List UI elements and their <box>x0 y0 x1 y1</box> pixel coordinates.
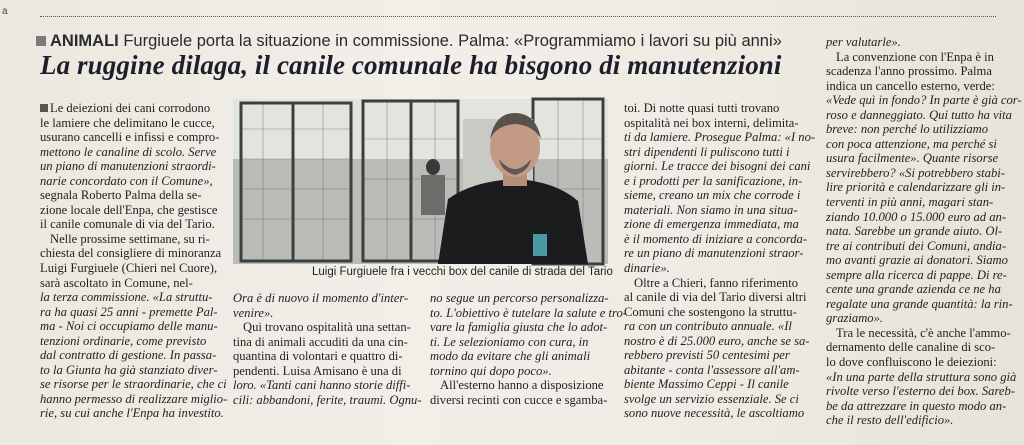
article-line: Luigi Furgiuele (Chieri nel Cuore), <box>40 261 218 276</box>
article-line: tina di animali accuditi da una cin- <box>233 334 408 349</box>
article-line: Tra le necessità, c'è anche l'ammo- <box>836 325 1011 340</box>
article-line: mo avanti grazie ai donatori. Siamo <box>826 253 1008 268</box>
article-line: dernamento delle canaline di sco- <box>826 340 996 355</box>
article-line: è il momento di iniziare a concorda- <box>624 231 808 246</box>
article-line: Qui trovano ospitalità una settan- <box>243 320 411 335</box>
article-line: tre ai contributi dei Comuni, andia- <box>826 238 1007 253</box>
article-line: biente Massimo Ceppi - Il canile <box>624 377 789 392</box>
article-column-2 <box>233 291 422 411</box>
article-line: dal contratto di gestione. In passa- <box>40 348 217 363</box>
article-line: toi. Di notte quasi tutti trovano <box>624 101 780 115</box>
article-line: ti da lamiere. Prosegue Palma: «I no- <box>624 130 816 145</box>
article-line: quantina di volontari e quattro di- <box>233 349 403 364</box>
article-line: dinarie». <box>624 261 670 276</box>
article-line: usurano cancelli e infissi e compro- <box>40 130 220 145</box>
article-line: Oltre a Chieri, fanno riferimento <box>634 275 799 290</box>
article-line: cili: abbandoni, ferite, traumi. Ognu- <box>233 392 422 407</box>
article-line: La convenzione con l'Enpa è in <box>836 49 994 64</box>
article-line: abitante - conta l'assessore all'am- <box>624 362 800 377</box>
article-line: roso e danneggiato. Qui tutto ha vita <box>826 107 1012 122</box>
article-line: breve: non perché lo utilizziamo <box>826 122 989 137</box>
kicker <box>36 32 782 51</box>
article-line: rebbero previsti 50 centesimi per <box>624 348 790 363</box>
article-line: sieme, creano un mix che corrode i <box>624 188 801 203</box>
article-line: lo dove confluiscono le deiezioni: <box>826 355 997 370</box>
article-line: sono nuove necessità, le ascoltiamo <box>624 406 805 421</box>
article-line: rie, su cui anche l'Enpa ha investito. <box>40 406 224 421</box>
article-line: e i prodotti per la sanificazione, in- <box>624 173 803 188</box>
article-line: per valutarle». <box>826 35 901 49</box>
article-line: sarà ascoltato in Comune, nel- <box>40 275 193 290</box>
article-line: la terza commissione. «La struttu- <box>40 290 213 305</box>
article-line: chiesta del consigliere di minoranza <box>40 246 222 261</box>
article-line: venire». <box>233 305 274 320</box>
article-line: lire priorità e calendarizzare gli in- <box>826 180 1006 195</box>
article-line: hanno permesso di realizzare miglio- <box>40 391 228 406</box>
section-square-icon <box>36 36 46 46</box>
article-line: ra ha quasi 25 anni - premette Pal- <box>40 304 218 319</box>
article-line: indica un cancello esterno, verde: <box>826 78 995 93</box>
article-line: Le deiezioni dei cani corrodono <box>40 101 213 116</box>
article-line: il canile comunale di via del Tario. <box>40 217 215 232</box>
article-line: scadenza l'anno prossimo. Palma <box>826 64 992 79</box>
article-line: ziando 10.000 o 15.000 euro ad an- <box>826 209 1007 224</box>
article-line: stri dipendenti li puliscono tutti i <box>624 144 790 159</box>
article-line: svolge un servizio essenziale. Se ci <box>624 391 799 406</box>
article-line: tornino qui dopo poco». <box>430 363 552 378</box>
article-column-1 <box>40 101 228 421</box>
article-line: ospitalità nei box interni, delimita- <box>624 115 799 130</box>
article-photo <box>233 99 608 264</box>
article-line: Nelle prossime settimane, su ri- <box>50 231 210 246</box>
article-line: rivolte verso l'esterno dei box. Sareb- <box>826 384 1015 399</box>
article-line: Ora è di nuovo il momento d'inter- <box>233 291 409 305</box>
article-line: un piano di manutenzioni straordi- <box>40 159 216 174</box>
article-line: con poca attenzione, ma perché si <box>826 136 997 151</box>
article-line: se risorse per le straordinarie, che ci <box>40 377 227 392</box>
article-line: al canile di via del Tario diversi altri <box>624 290 807 305</box>
article-line: loro. «Tanti cani hanno storie diffi- <box>233 378 411 393</box>
article-line: All'esterno hanno a disposizione <box>440 378 604 393</box>
article-line: diversi recinti con cucce e sgamba- <box>430 392 608 407</box>
article-line: regalate una grande quantità: la rin- <box>826 296 1013 311</box>
article-line: usura facilmente». Quante risorse <box>826 151 999 166</box>
article-line: terventi in più anni, magari stan- <box>826 195 994 210</box>
article-line: cente una grande azienda ce ne ha <box>826 282 1001 297</box>
article-line: «Vede quì in fondo? In parte è già cor- <box>826 93 1022 108</box>
article-line: re un piano di manutenzioni straor- <box>624 246 804 261</box>
photo-caption: Luigi Furgiuele fra i vecchi box del canile di strada del Tario <box>312 266 613 278</box>
article-line: segnala Roberto Palma della se- <box>40 188 202 203</box>
article-line: che il resto dell'edificio». <box>826 413 954 428</box>
article-line: sempre alla ricerca di pappe. Di re- <box>826 267 1007 282</box>
article-line: giorni. Le tracce dei bisogni dei cani <box>624 159 811 174</box>
article-line: zione di emergenza immediata, ma <box>624 217 799 232</box>
headline: La ruggine dilaga, il canile comunale ha bisgono di manutenzioni <box>40 50 782 80</box>
kicker-text: Furgiuele porta la situazione in commissione. Palma: «Programmiamo i lavori su più anni» <box>123 32 782 50</box>
article-line: ma - Noi ci occupiamo delle manu- <box>40 319 218 334</box>
article-line: pendenti. Luisa Amisano è una di <box>233 363 402 378</box>
article-line: nostro è di 25.000 euro, anche se sa- <box>624 333 810 348</box>
man-in-kennel-photo <box>233 99 608 264</box>
article-line: ti. Le selezioniamo con cura, in <box>430 334 589 349</box>
article-line: le lamiere che delimitano le cucce, <box>40 115 215 130</box>
article-line: vare la famiglia giusta che lo adot- <box>430 320 608 335</box>
article-line: modo da evitare che gli animali <box>430 349 591 364</box>
article-line: to. L'obiettivo è tutelare la salute e tro- <box>430 305 627 320</box>
article-line: zione locale dell'Enpa, che gestisce <box>40 202 218 217</box>
top-dotted-rule <box>40 16 996 17</box>
article-column-3 <box>430 291 627 411</box>
article-column-5 <box>826 35 1022 428</box>
article-line: mettono le canaline di scolo. Serve <box>40 144 217 159</box>
article-line: ra con un contributo annuale. «Il <box>624 319 792 334</box>
article-line: tenzioni ordinarie, come previsto <box>40 333 207 348</box>
corner-mark: a <box>2 6 8 17</box>
section-label: ANIMALI <box>50 32 119 50</box>
article-line: materiali. Non siamo in una situa- <box>624 202 798 217</box>
article-line: nata. Sarebbe un grande aiuto. Ol- <box>826 224 1003 239</box>
article-line: graziamo». <box>826 311 884 326</box>
article-line: no segue un percorso personalizza- <box>430 291 609 305</box>
paragraph-square-icon <box>40 104 48 112</box>
article-line: be da attrezzare in questo modo an- <box>826 398 1007 413</box>
article-line: «In una parte della struttura sono già <box>826 369 1017 384</box>
article-column-4 <box>624 101 816 421</box>
article-line: to la Giunta ha già stanziato diver- <box>40 362 218 377</box>
article-line: narie concordato con il Comune», <box>40 173 213 188</box>
article-line: servirebbero? «Si potrebbero stabi- <box>826 165 1005 180</box>
article-line: Comuni che sostengono la struttu- <box>624 304 797 319</box>
